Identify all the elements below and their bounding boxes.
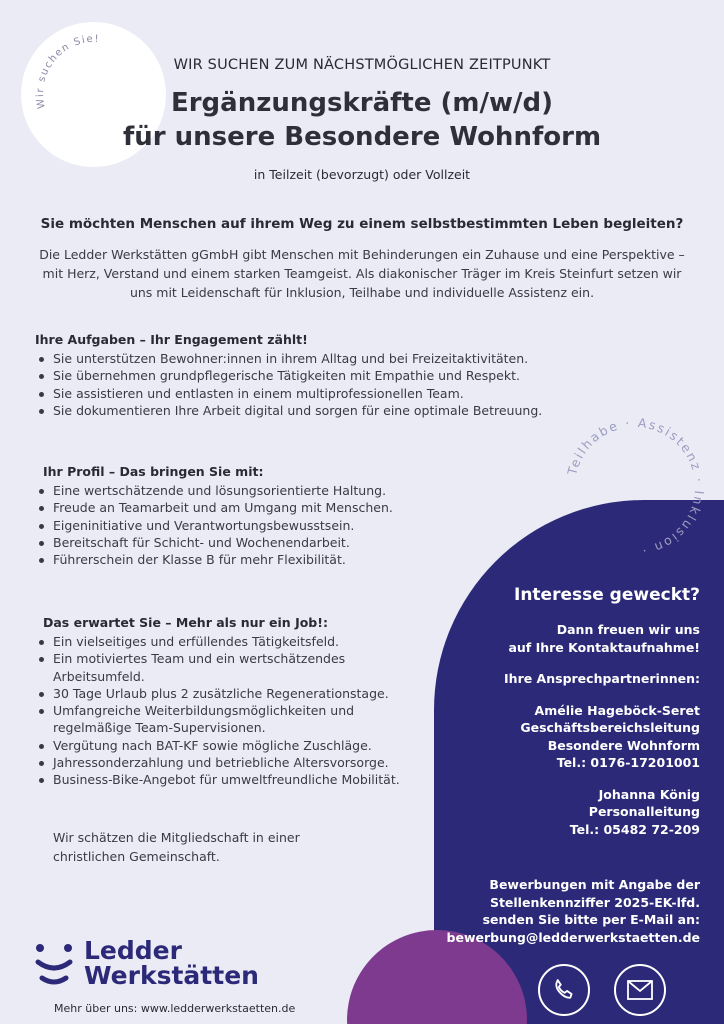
intro-text: Die Ledder Werkstätten gGmbH gibt Menschen mit Behinderungen ein Zuhause und eine Perspektive – mit Herz, Verstand und einem starken Teamgeist. Als diakonischer Träger im Kreis Steinfurt setzen wir uns mit Leidenschaft für Inklusion, Teilhabe und individuelle Assistenz ein.	[39, 247, 685, 300]
contact-phone[interactable]: Tel.: 05482 72-209	[569, 821, 700, 837]
contact-name: Johanna König	[598, 786, 700, 802]
benefits-heading: Das erwartet Sie – Mehr als nur ein Job!:	[43, 615, 328, 630]
application-line: Stellenkennziffer 2025-EK-lfd.	[489, 894, 700, 910]
mail-button[interactable]	[614, 964, 666, 1016]
employment-type: in Teilzeit (bevorzugt) oder Vollzeit	[253, 167, 471, 182]
logo-line-1: Ledder	[84, 936, 182, 965]
mail-icon	[627, 980, 653, 1000]
list-item: Führerschein der Klasse B für mehr Flexibilität.	[35, 551, 455, 568]
list-item: Business-Bike-Angebot für umweltfreundliche Mobilität.	[35, 771, 420, 788]
partners-label: Ihre Ansprechpartnerinnen:	[504, 671, 700, 686]
contact-role: Besondere Wohnform	[547, 737, 700, 753]
phone-icon	[550, 976, 578, 1004]
title-line-1: Ergänzungskräfte (m/w/d)	[170, 88, 554, 118]
application-line: senden Sie bitte per E-Mail an:	[482, 912, 700, 927]
list-item: Eigeninitiative und Verantwortungsbewusstsein.	[35, 517, 455, 534]
tasks-section	[35, 331, 595, 419]
application-email-link[interactable]: bewerbung@ledderwerkstaetten.de	[446, 929, 700, 945]
logo-line-2: Werkstätten	[84, 961, 259, 990]
list-item: Eine wertschätzende und lösungsorientierte Haltung.	[35, 482, 455, 499]
contact-role: Geschäftsbereichsleitung	[520, 720, 700, 735]
list-item: Ein vielseitiges und erfüllendes Tätigkeitsfeld.	[35, 633, 420, 650]
logo-wordmark	[84, 938, 259, 988]
list-item: Vergütung nach BAT-KF sowie mögliche Zuschläge.	[35, 737, 420, 754]
intro-heading: Sie möchten Menschen auf ihrem Weg zu einem selbstbestimmten Leben begleiten?	[40, 216, 684, 232]
phone-button[interactable]	[538, 964, 590, 1016]
benefits-list	[35, 633, 420, 789]
application-info	[400, 876, 700, 946]
list-item: Ein motiviertes Team und ein wertschätzendes Arbeitsumfeld.	[35, 650, 420, 685]
list-item: Sie dokumentieren Ihre Arbeit digital und sorgen für eine optimale Betreuung.	[35, 402, 595, 419]
profile-list	[35, 482, 455, 568]
contact-intro-line: Dann freuen wir uns	[556, 622, 700, 637]
benefits-section	[35, 614, 420, 789]
smile-logo-icon	[34, 942, 74, 988]
list-item: Freude an Teamarbeit und am Umgang mit Menschen.	[35, 499, 455, 516]
contact-person-1	[400, 702, 700, 772]
profile-section	[35, 463, 455, 568]
closing-note: Wir schätzen die Mitgliedschaft in einer christlichen Gemeinschaft.	[53, 830, 300, 864]
list-item: Sie assistieren und entlasten in einem multiprofessionellen Team.	[35, 385, 595, 402]
company-logo	[32, 938, 332, 998]
contact-person-2	[400, 786, 700, 839]
contact-intro	[400, 621, 700, 656]
tasks-list	[35, 350, 595, 419]
page-title	[0, 86, 724, 154]
list-item: 30 Tage Urlaub plus 2 zusätzliche Regenerationstage.	[35, 685, 420, 702]
footer-website[interactable]: Mehr über uns: www.ledderwerkstaetten.de	[54, 1002, 296, 1015]
profile-heading: Ihr Profil – Das bringen Sie mit:	[43, 464, 264, 479]
svg-text:Teilhabe · Assistenz · Inklusi: Teilhabe · Assistenz · Inklusion ·	[564, 414, 708, 559]
list-item: Jahressonderzahlung und betriebliche Altersvorsorge.	[35, 754, 420, 771]
list-item: Sie übernehmen grundpflegerische Tätigkeiten mit Empathie und Respekt.	[35, 367, 595, 384]
contact-title: Interesse geweckt?	[514, 585, 700, 605]
contact-role: Personalleitung	[588, 804, 700, 819]
tasks-heading: Ihre Aufgaben – Ihr Engagement zählt!	[35, 332, 308, 347]
contact-block	[400, 585, 700, 946]
application-line: Bewerbungen mit Angabe der	[489, 877, 700, 892]
list-item: Umfangreiche Weiterbildungsmöglichkeiten und regelmäßige Team-Supervisionen.	[35, 702, 420, 737]
svg-text:Wir suchen Sie!: Wir suchen Sie!	[34, 33, 101, 110]
title-line-2: für unsere Besondere Wohnform	[122, 122, 602, 152]
values-ring-text	[540, 392, 724, 582]
contact-name: Amélie Hageböck-Seret	[534, 702, 700, 718]
list-item: Bereitschaft für Schicht- und Wochenendarbeit.	[35, 534, 455, 551]
list-item: Sie unterstützen Bewohner:innen in ihrem Alltag und bei Freizeitaktivitäten.	[35, 350, 595, 367]
header-kicker: WIR SUCHEN ZUM NÄCHSTMÖGLICHEN ZEITPUNKT	[173, 57, 551, 73]
contact-phone[interactable]: Tel.: 0176-17201001	[556, 755, 700, 770]
contact-intro-line: auf Ihre Kontaktaufnahme!	[508, 639, 700, 655]
